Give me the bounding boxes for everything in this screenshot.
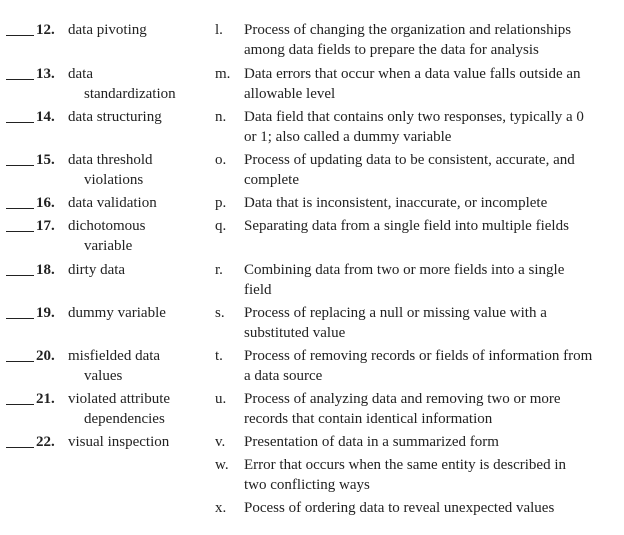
term-number: 20.: [36, 348, 55, 364]
definition-text: Combining data from two or more fields into a single: [244, 262, 565, 278]
definition-text-continued: substituted value: [244, 325, 346, 341]
term-label: dirty data: [68, 262, 126, 278]
definition-item: [0, 22, 624, 58]
term-number: 17.: [36, 218, 55, 234]
definition-text: Process of analyzing data and removing two or more: [244, 391, 561, 407]
definition-item: [0, 262, 624, 298]
term-label-continued: violations: [84, 172, 144, 188]
term-label-continued: variable: [84, 238, 133, 254]
definition-text-continued: two conflicting ways: [244, 477, 370, 493]
definition-text: Process of changing the organization and relationships: [244, 22, 572, 38]
term-label-continued: standardization: [84, 86, 176, 102]
term-label: data: [68, 66, 93, 82]
term-number: 13.: [36, 66, 55, 82]
definition-letter: v.: [215, 434, 226, 450]
definition-item: [0, 457, 624, 493]
term-number: 21.: [36, 391, 55, 407]
definition-letter: q.: [215, 218, 227, 234]
definition-letter: u.: [215, 391, 227, 407]
definition-text-continued: complete: [244, 172, 299, 188]
term-number: 16.: [36, 195, 55, 211]
definition-text: Presentation of data in a summarized form: [244, 434, 499, 450]
definition-item: [0, 195, 624, 215]
definition-letter: t.: [215, 348, 223, 364]
definition-text: Pocess of ordering data to reveal unexpected values: [244, 500, 555, 516]
definition-letter: l.: [215, 22, 223, 38]
term-label-continued: values: [84, 368, 123, 384]
definition-letter: r.: [215, 262, 223, 278]
definition-text-continued: allowable level: [244, 86, 336, 102]
term-number: 12.: [36, 22, 55, 38]
definition-item: [0, 434, 624, 454]
definition-item: [0, 218, 624, 238]
definition-letter: p.: [215, 195, 227, 211]
definition-text: Data that is inconsistent, inaccurate, or incomplete: [244, 195, 548, 211]
term-label: data structuring: [68, 109, 162, 125]
definition-letter: s.: [215, 305, 225, 321]
definition-letter: n.: [215, 109, 227, 125]
term-label: visual inspection: [68, 434, 170, 450]
term-number: 14.: [36, 109, 55, 125]
term-label: data threshold: [68, 152, 153, 168]
definition-text: Data errors that occur when a data value falls outside an: [244, 66, 581, 82]
term-label: dichotomous: [68, 218, 146, 234]
definition-item: [0, 305, 624, 341]
term-label: misfielded data: [68, 348, 161, 364]
definition-letter: o.: [215, 152, 227, 168]
term-label: violated attribute: [68, 391, 171, 407]
term-label: data pivoting: [68, 22, 147, 38]
definition-letter: x.: [215, 500, 227, 516]
definition-letter: m.: [215, 66, 231, 82]
definition-item: [0, 109, 624, 145]
definition-text: Error that occurs when the same entity is described in: [244, 457, 566, 473]
definition-item: [0, 500, 624, 520]
definition-text-continued: field: [244, 282, 272, 298]
term-label-continued: dependencies: [84, 411, 165, 427]
definition-text-continued: a data source: [244, 368, 323, 384]
definition-text: Process of updating data to be consistent, accurate, and: [244, 152, 575, 168]
definition-text-continued: among data fields to prepare the data for analysis: [244, 42, 539, 58]
definition-text-continued: records that contain identical information: [244, 411, 493, 427]
term-number: 15.: [36, 152, 55, 168]
term-number: 22.: [36, 434, 55, 450]
definition-text: Process of replacing a null or missing value with a: [244, 305, 547, 321]
term-label: data validation: [68, 195, 157, 211]
term-number: 18.: [36, 262, 55, 278]
definition-text-continued: or 1; also called a dummy variable: [244, 129, 452, 145]
definition-text: Process of removing records or fields of information from: [244, 348, 593, 364]
term-number: 19.: [36, 305, 55, 321]
term-label: dummy variable: [68, 305, 166, 321]
definition-text: Data field that contains only two responses, typically a 0: [244, 109, 584, 125]
definition-letter: w.: [215, 457, 229, 473]
definition-text: Separating data from a single field into multiple fields: [244, 218, 569, 234]
